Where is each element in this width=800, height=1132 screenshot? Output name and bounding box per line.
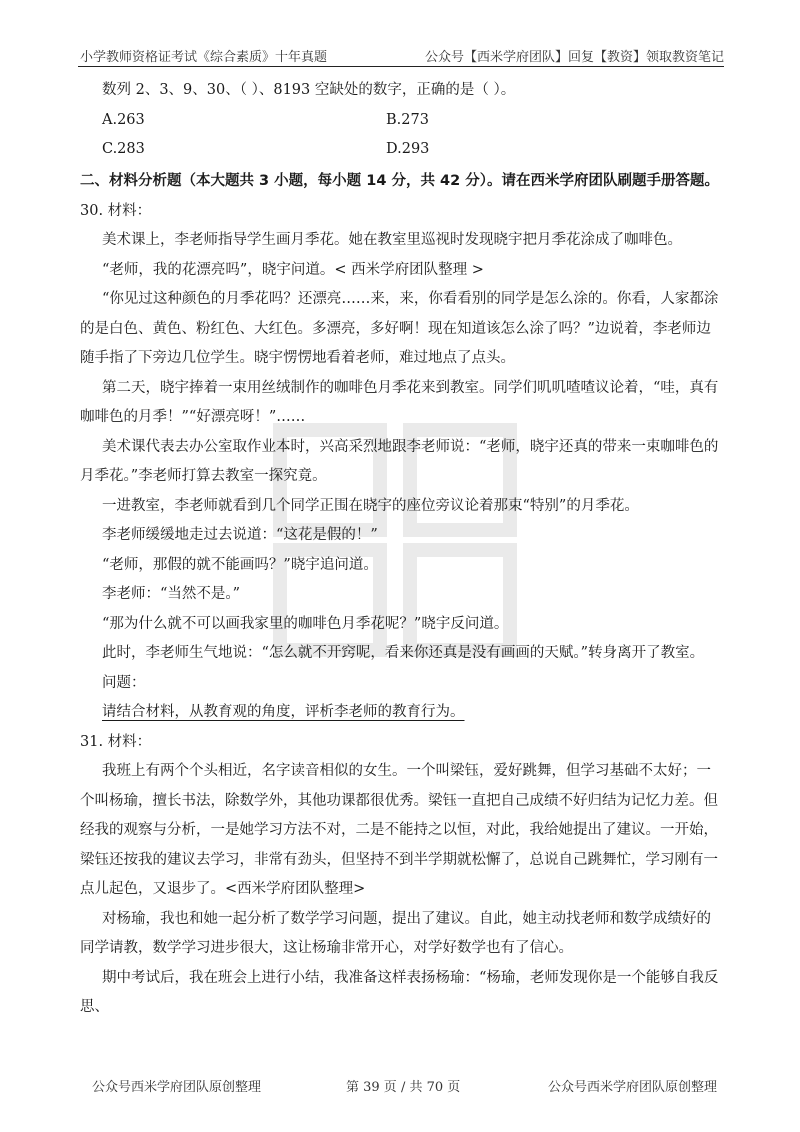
q30-question-text: 请结合材料，从教育观的角度，评析李老师的教育行为。: [102, 704, 465, 720]
question-31-number: 31. 材料：: [80, 733, 152, 750]
option-a: A.263: [102, 111, 145, 128]
page-footer: [0, 1076, 800, 1098]
header-right-text: 公众号【西米学府团队】回复【教资】领取教资笔记: [424, 50, 724, 65]
page-number: 第 39 页 / 共 70 页: [346, 1080, 461, 1095]
question-29-options-row-2: [80, 135, 724, 165]
option-c: C.283: [102, 141, 145, 157]
q30-paragraph: “老师，那假的就不能画吗？”晓宇追问道。: [102, 556, 378, 573]
q30-paragraph: “那为什么就不可以画我家里的咖啡色月季花呢？”晓宇反问道。: [102, 615, 509, 632]
question-30-number: 30. 材料：: [80, 202, 152, 219]
q30-question: [80, 698, 724, 728]
footer-left-text: 公众号西米学府团队原创整理: [92, 1080, 262, 1095]
q31-paragraph: 对杨瑜，我也和她一起分析了数学学习问题，提出了建议。自此，她主动找老师和数学成绩好的同学请教，数学学习进步很大，这让杨瑜非常开心，对学好数学也有了信心。: [80, 910, 711, 956]
q30-paragraph: 李老师：“当然不是。”: [102, 586, 241, 602]
option-d: D.293: [386, 141, 430, 157]
question-29-stem: 数列 2、3、9、30、（ ）、8193 空缺处的数字，正确的是（ ）。: [102, 82, 516, 98]
section-2-title: 二、材料分析题（本大题共 3 小题，每小题 14 分，共 42 分）。请在西米学府团队刷题手册答题。: [80, 172, 719, 189]
q30-paragraph: “你见过这种颜色的月季花吗？还漂亮……来，来，你看看别的同学是怎么涂的。你看，人家都涂的是白色、黄色、粉红色、大红色。多漂亮，多好啊！现在知道该怎么涂了吗？”边说着，李老师边随手指了下旁边几位学生。晓宇愣愣地看着老师，难过地点了点头。: [80, 291, 719, 366]
q30-question-label: 问题：: [102, 674, 146, 691]
q30-paragraph: “老师，我的花漂亮吗”，晓宇问道。< 西米学府团队整理 >: [102, 261, 484, 278]
q30-paragraph: 一进教室，李老师就看到几个同学正围在晓宇的座位旁议论着那束“特别”的月季花。: [102, 497, 639, 514]
option-b: B.273: [386, 111, 429, 128]
q30-paragraph: 美术课代表去办公室取作业本时，兴高采烈地跟李老师说：“老师，晓宇还真的带来一束咖啡色的月季花。”李老师打算去教室一探究竟。: [80, 438, 719, 484]
page-header: [78, 44, 724, 67]
q31-paragraph: 期中考试后，我在班会上进行小结，我准备这样表扬杨瑜：“杨瑜，老师发现你是一个能够自我反思、: [80, 969, 719, 1015]
q30-paragraph: 第二天，晓宇捧着一束用丝绒制作的咖啡色月季花来到教室。同学们叽叽喳喳议论着，“哇，真有咖啡色的月季！”“好漂亮呀！”……: [80, 379, 719, 425]
footer-right-text: 公众号西米学府团队原创整理: [548, 1080, 718, 1095]
question-29-options-row-1: [80, 106, 724, 136]
q31-paragraph: 我班上有两个个头相近，名字读音相似的女生。一个叫梁钰，爱好跳舞，但学习基础不太好；一个叫杨瑜，擅长书法，除数学外，其他功课都很优秀。梁钰一直把自己成绩不好归结为记忆力差。但经我的观察与分析，一是她学习方法不对，二是不能持之以恒，对此，我给她提出了建议。一开始，梁钰还按我的建议去学习，非常有劲头，但坚持不到半学期就松懈了，总说自己跳舞忙，学习刚有一点儿起色，又退步了。<西米学府团队整理>: [80, 763, 718, 897]
header-left-text: 小学教师资格证考试《综合素质》十年真题: [80, 50, 328, 65]
q30-paragraph: 美术课上，李老师指导学生画月季花。她在教室里巡视时发现晓宇把月季花涂成了咖啡色。: [102, 232, 682, 248]
q30-paragraph: 此时，李老师生气地说：“怎么就不开窍呢，看来你还真是没有画画的天赋。”转身离开了教室。: [102, 645, 705, 661]
q30-paragraph: 李老师缓缓地走过去说道：“这花是假的！”: [102, 527, 378, 543]
page-content: [80, 76, 724, 1023]
